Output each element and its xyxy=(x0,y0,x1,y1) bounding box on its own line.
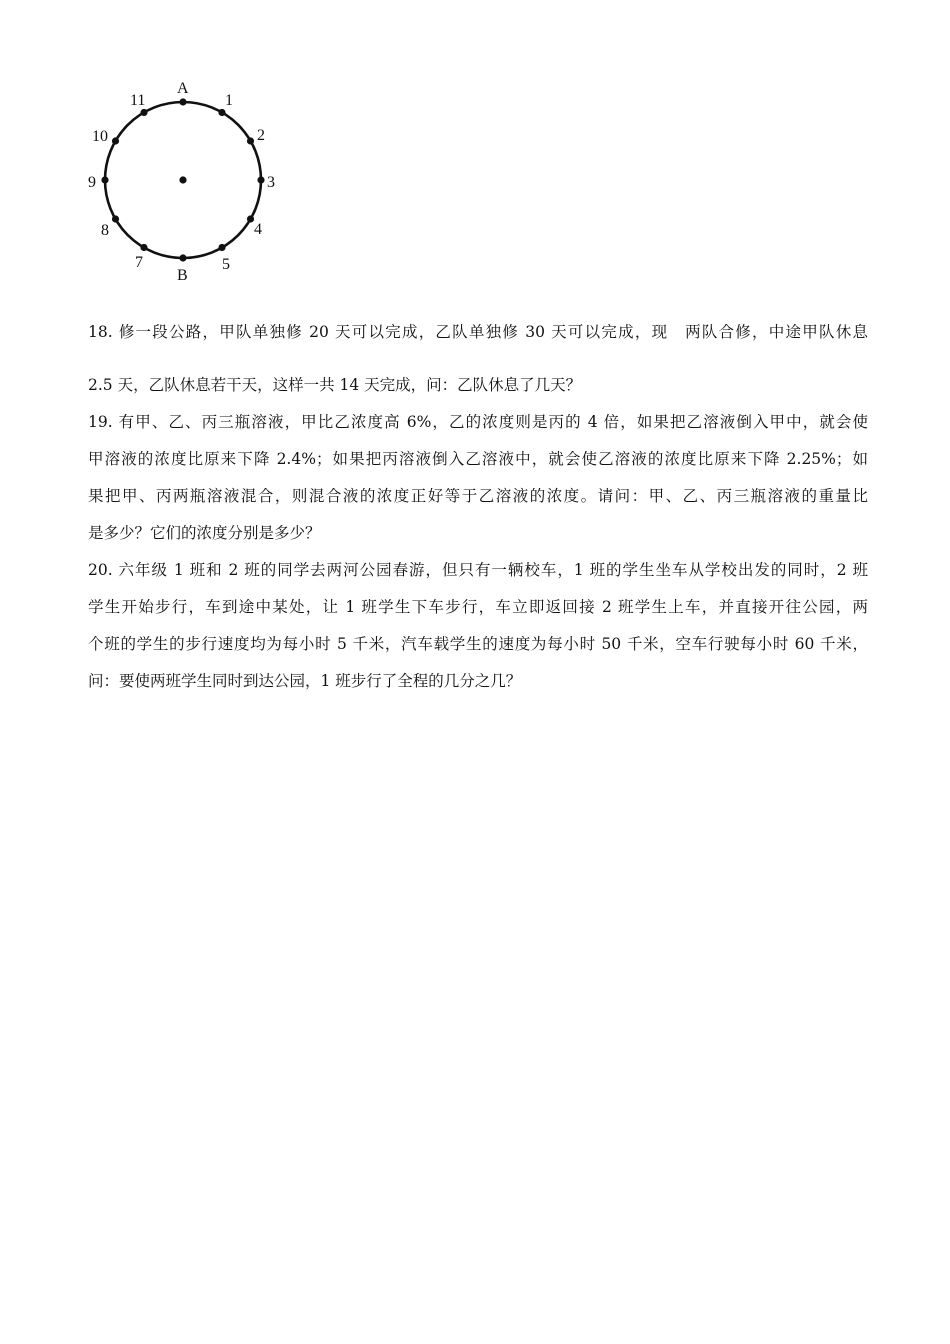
problem-18-line-1: 18. 修一段公路，甲队单独修 20 天可以完成，乙队单独修 30 天可以完成，现 两队合修，中途甲队休息 xyxy=(88,323,868,341)
center-dot xyxy=(179,176,186,183)
problem-20-line-3: 个班的学生的步行速度均为每小时 5 千米，汽车载学生的速度为每小时 50 千米，空车行驶每小时 60 千米， xyxy=(88,635,868,653)
problem-20-line-2: 学生开始步行，车到途中某处，让 1 班学生下车步行，车立即返回接 2 班学生上车，并直接开往公园，两 xyxy=(88,598,868,616)
point-10 xyxy=(112,137,119,144)
label-9: 9 xyxy=(88,174,96,191)
label-8: 8 xyxy=(101,222,109,239)
label-b: B xyxy=(177,267,188,284)
problem-20-line-4: 问：要使两班学生同时到达公园，1 班步行了全程的几分之几？ xyxy=(88,672,522,690)
label-5: 5 xyxy=(222,256,230,273)
problem-20 xyxy=(88,552,868,700)
point-7 xyxy=(140,244,147,251)
label-3: 3 xyxy=(267,174,275,191)
label-1: 1 xyxy=(225,92,233,109)
circle-diagram xyxy=(80,72,290,292)
problem-18 xyxy=(88,314,868,404)
problem-19 xyxy=(88,404,868,552)
label-a: A xyxy=(177,80,189,97)
clock-circle-figure xyxy=(80,72,290,292)
label-11: 11 xyxy=(130,92,146,109)
problem-19-line-1: 19. 有甲、乙、丙三瓶溶液，甲比乙浓度高 6%，乙的浓度则是丙的 4 倍，如果把乙溶液倒入甲中，就会使 xyxy=(88,413,869,431)
label-10: 10 xyxy=(92,128,108,145)
point-9 xyxy=(101,176,108,183)
problem-19-line-2: 甲溶液的浓度比原来下降 2.4%；如果把丙溶液倒入乙溶液中，就会使乙溶液的浓度比原来下降 2.25%；如 xyxy=(88,450,868,468)
point-5 xyxy=(218,244,225,251)
problem-19-line-4: 是多少？它们的浓度分别是多少？ xyxy=(88,524,321,542)
point-b xyxy=(179,254,186,261)
label-7: 7 xyxy=(135,254,143,271)
point-11 xyxy=(140,109,147,116)
label-2: 2 xyxy=(257,127,265,144)
point-3 xyxy=(257,176,264,183)
point-a xyxy=(179,98,186,105)
point-1 xyxy=(218,109,225,116)
problem-18-line-2: 2.5 天，乙队休息若干天，这样一共 14 天完成，问：乙队休息了几天？ xyxy=(88,376,582,394)
problem-20-line-1: 20. 六年级 1 班和 2 班的同学去两河公园春游，但只有一辆校车，1 班的学生坐车从学校出发的同时，2 班 xyxy=(88,561,868,579)
point-8 xyxy=(112,215,119,222)
problem-19-line-3: 果把甲、丙两瓶溶液混合，则混合液的浓度正好等于乙溶液的浓度。请问：甲、乙、丙三瓶溶液的重量比 xyxy=(88,487,868,505)
label-4: 4 xyxy=(254,221,262,238)
problem-list xyxy=(88,314,868,700)
point-2 xyxy=(247,137,254,144)
